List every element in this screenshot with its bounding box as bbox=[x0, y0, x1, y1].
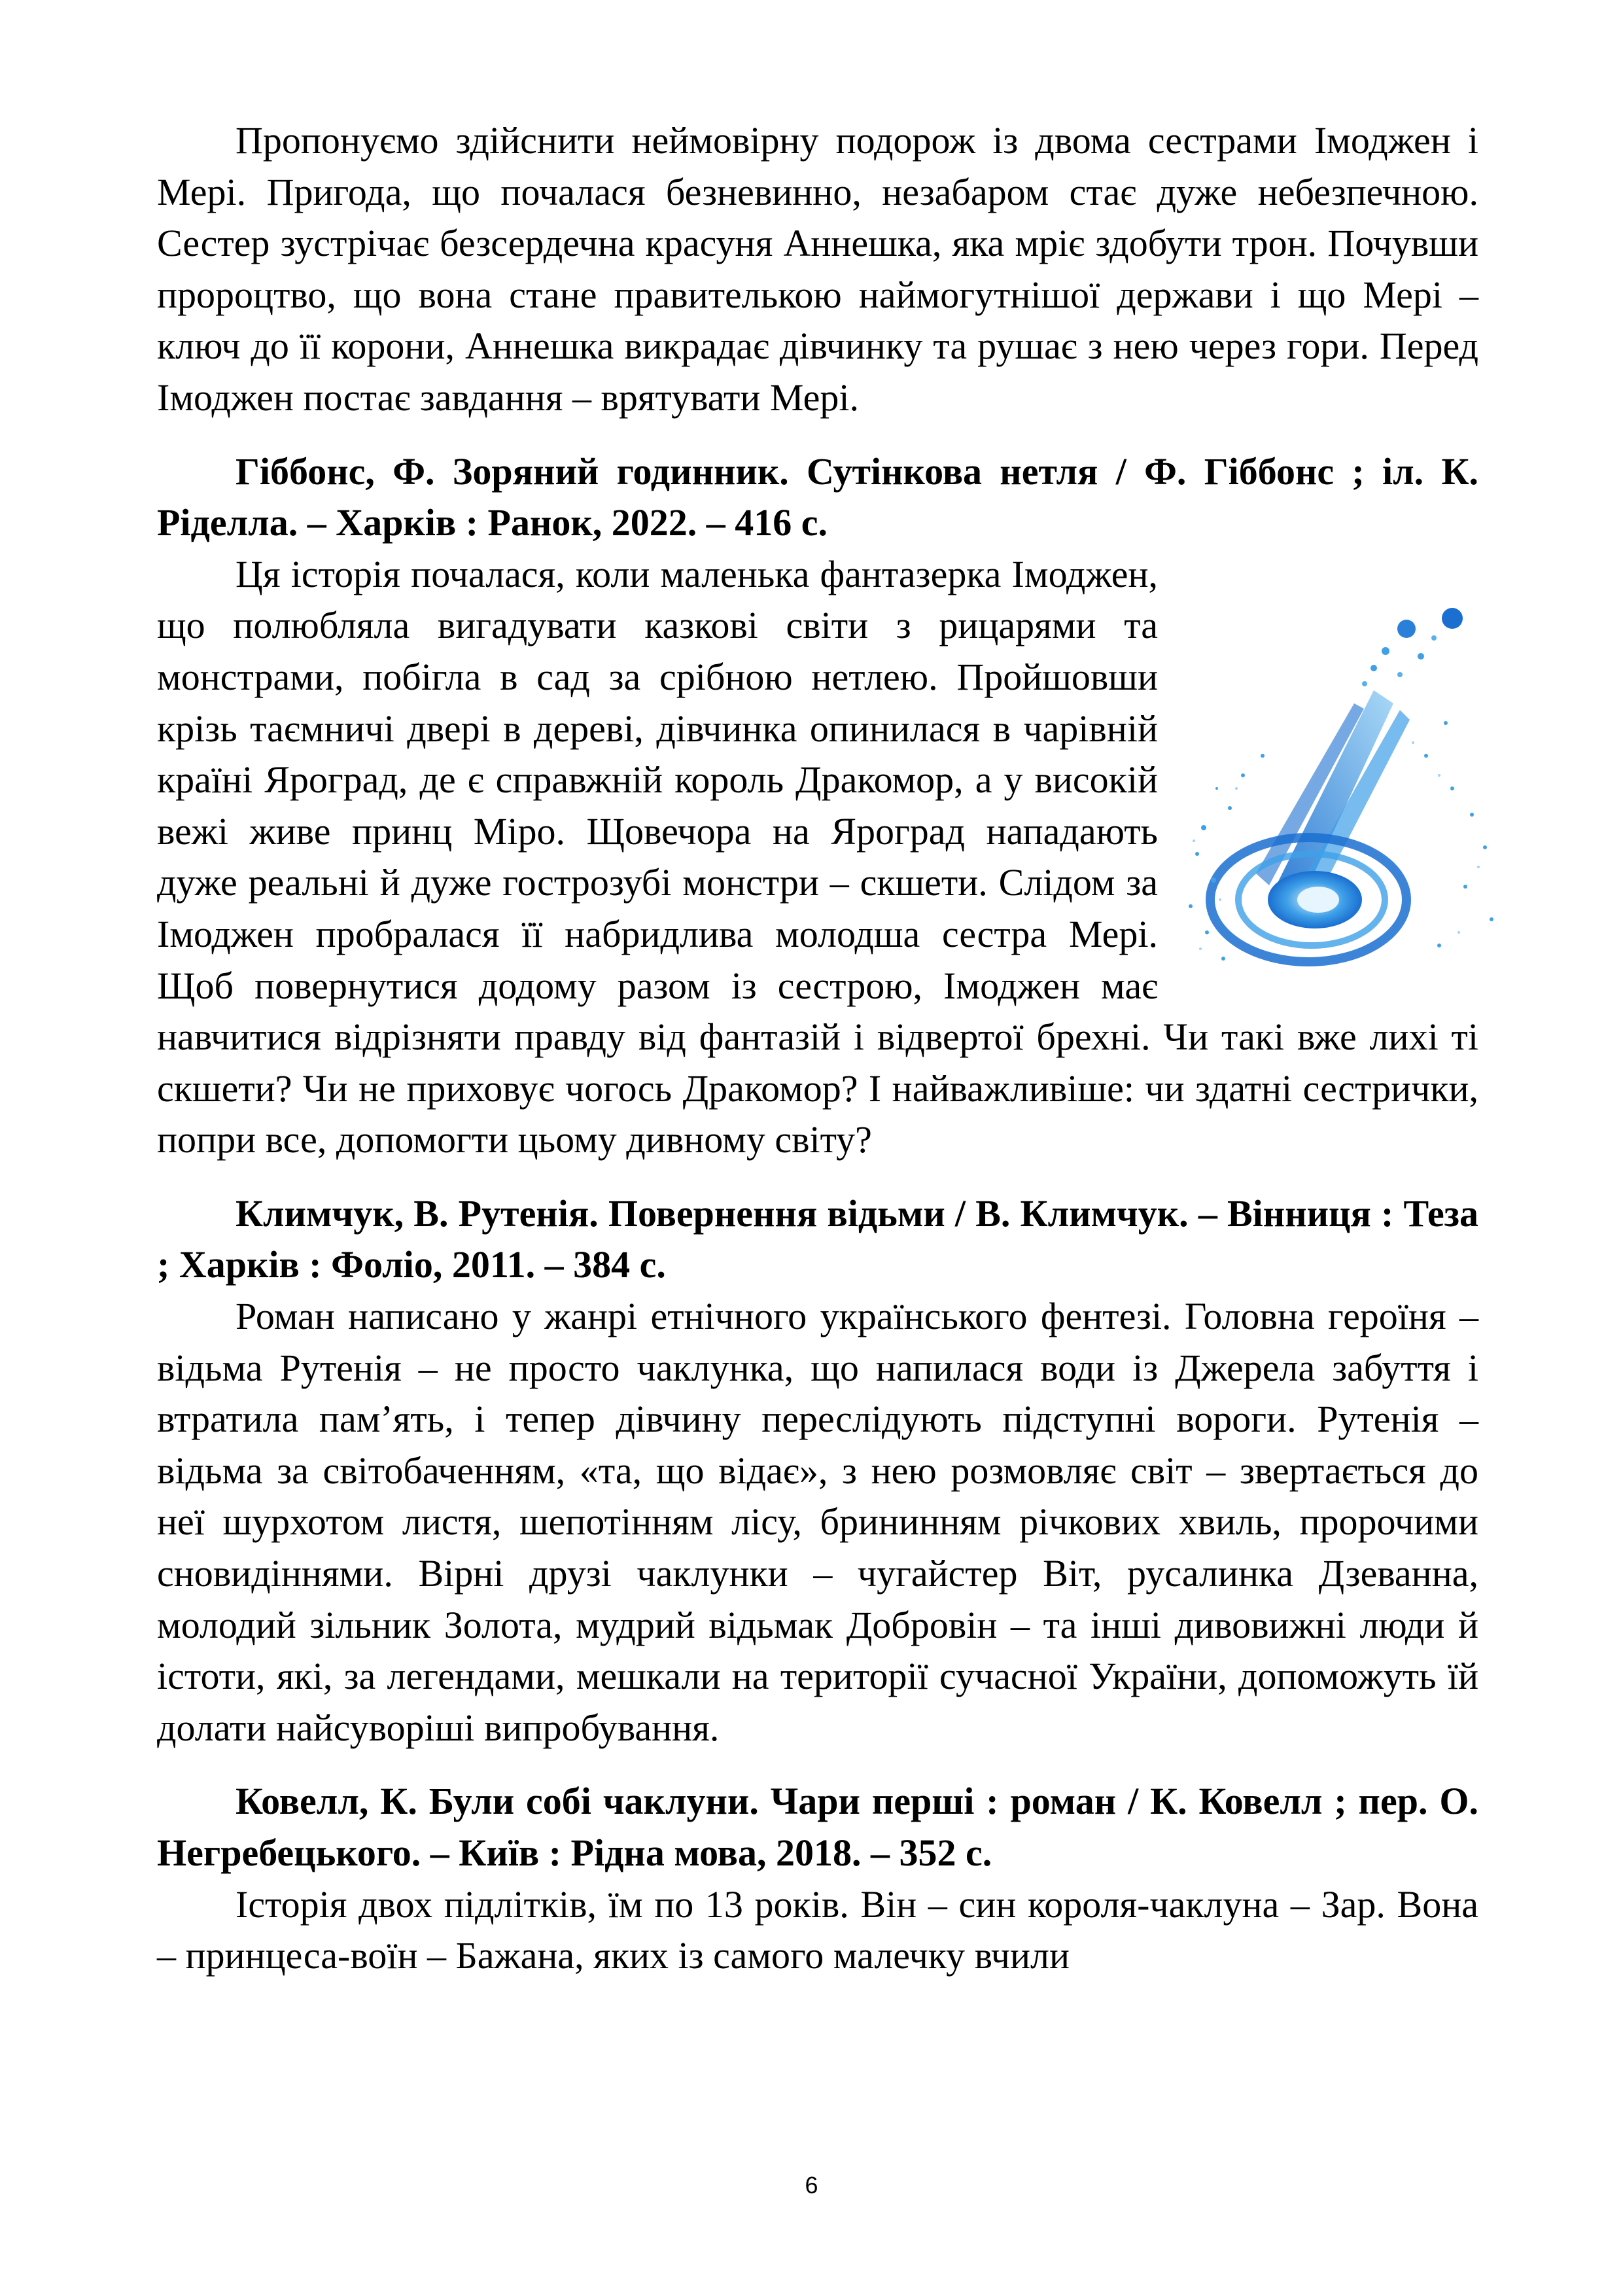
entry-description-kovell: Історія двох підлітків, їм по 13 років. Він – син короля-чаклуна – Зар. Вона – принцеса-воїн – Бажана, яких із самого малечку вчили bbox=[157, 1882, 1478, 1977]
intro-paragraph: Пропонуємо здійснити неймовірну подорож із двома сестрами Імоджен і Мері. Пригода, що почалася безневинно, незабаром стає дуже небезпечною. Сестер зустрічає безсердечна красуня Аннешка, яка мріє здобути трон. Почувши пророцтво, що вона стане правителькою наймогутнішої держави і що Мері – ключ до її корони, Аннешка викрадає дівчинку та рушає з нею через гори. Перед Імоджен постає завдання – врятувати Мері. bbox=[157, 119, 1478, 419]
abstract-blue-swirl-illustration bbox=[1178, 592, 1518, 978]
entry-description-gibbons: Ця історія почалася, коли маленька фантазерка Імоджен, що полюбляла вигадувати казкові світи з рицарями та монстрами, побігла в сад за срібною нетлею. Пройшовши крізь таємничі двері в дереві, дівчинка опинилася в чарівній країні Яроград, де є справжній король Дракомор, а у високій вежі живе принц Міро. Щовечора на Яроград нападають дуже реальні й дуже гострозубі монстри – скшети. Слідом за Імоджен пробралася її набридлива молодша сестра Мері. Щоб повернутися додому разом із сестрою, Імоджен має навчитися відрізняти правду від фантазій і відвертої брехні. Чи такі вже лихі ті скшети? Чи не приховує чогось Дракомор? І найважливіше: чи здатні сестрички, попри все, допомогти цьому дивному світу? bbox=[157, 552, 1478, 1161]
document-page bbox=[157, 115, 1478, 1982]
entry-description-klymchuk: Роман написано у жанрі етнічного українського фентезі. Головна героїня – відьма Рутенія – не просто чаклунка, що напилася води із Джерела забуття і втратила пам’ять, і тепер дівчину переслідують підступні вороги. Рутенія – відьма за світобаченням, «та, що відає», з нею розмовляє світ – звертається до неї шурхотом листя, шепотінням лісу, брининням річкових хвиль, пророчими сновидіннями. Вірні друзі чаклунки – чугайстер Віт, русалинка Дзеванна, молодий зільник Золота, мудрий відьмак Добровін – та інші дивовижні люди й істоти, які, за легендами, мешкали на території сучасної України, допоможуть їй долати найсуворіші випробування. bbox=[157, 1295, 1478, 1749]
entry-heading-klymchuk: Климчук, В. Рутенія. Повернення відьми / В. Климчук. – Вінниця : Теза ; Харків : Фоліо, 2011. – 384 с. bbox=[157, 1192, 1478, 1286]
entry-heading-gibbons: Гіббонс, Ф. Зоряний годинник. Сутінкова нетля / Ф. Гіббонс ; іл. К. Ріделла. – Харків : Ранок, 2022. – 416 с. bbox=[157, 450, 1478, 544]
entry-heading-kovell: Ковелл, К. Були собі чаклуни. Чари перші : роман / К. Ковелл ; пер. О. Негребецького. – Київ : Рідна мова, 2018. – 352 с. bbox=[157, 1780, 1478, 1874]
page-number: 6 bbox=[805, 2172, 818, 2199]
